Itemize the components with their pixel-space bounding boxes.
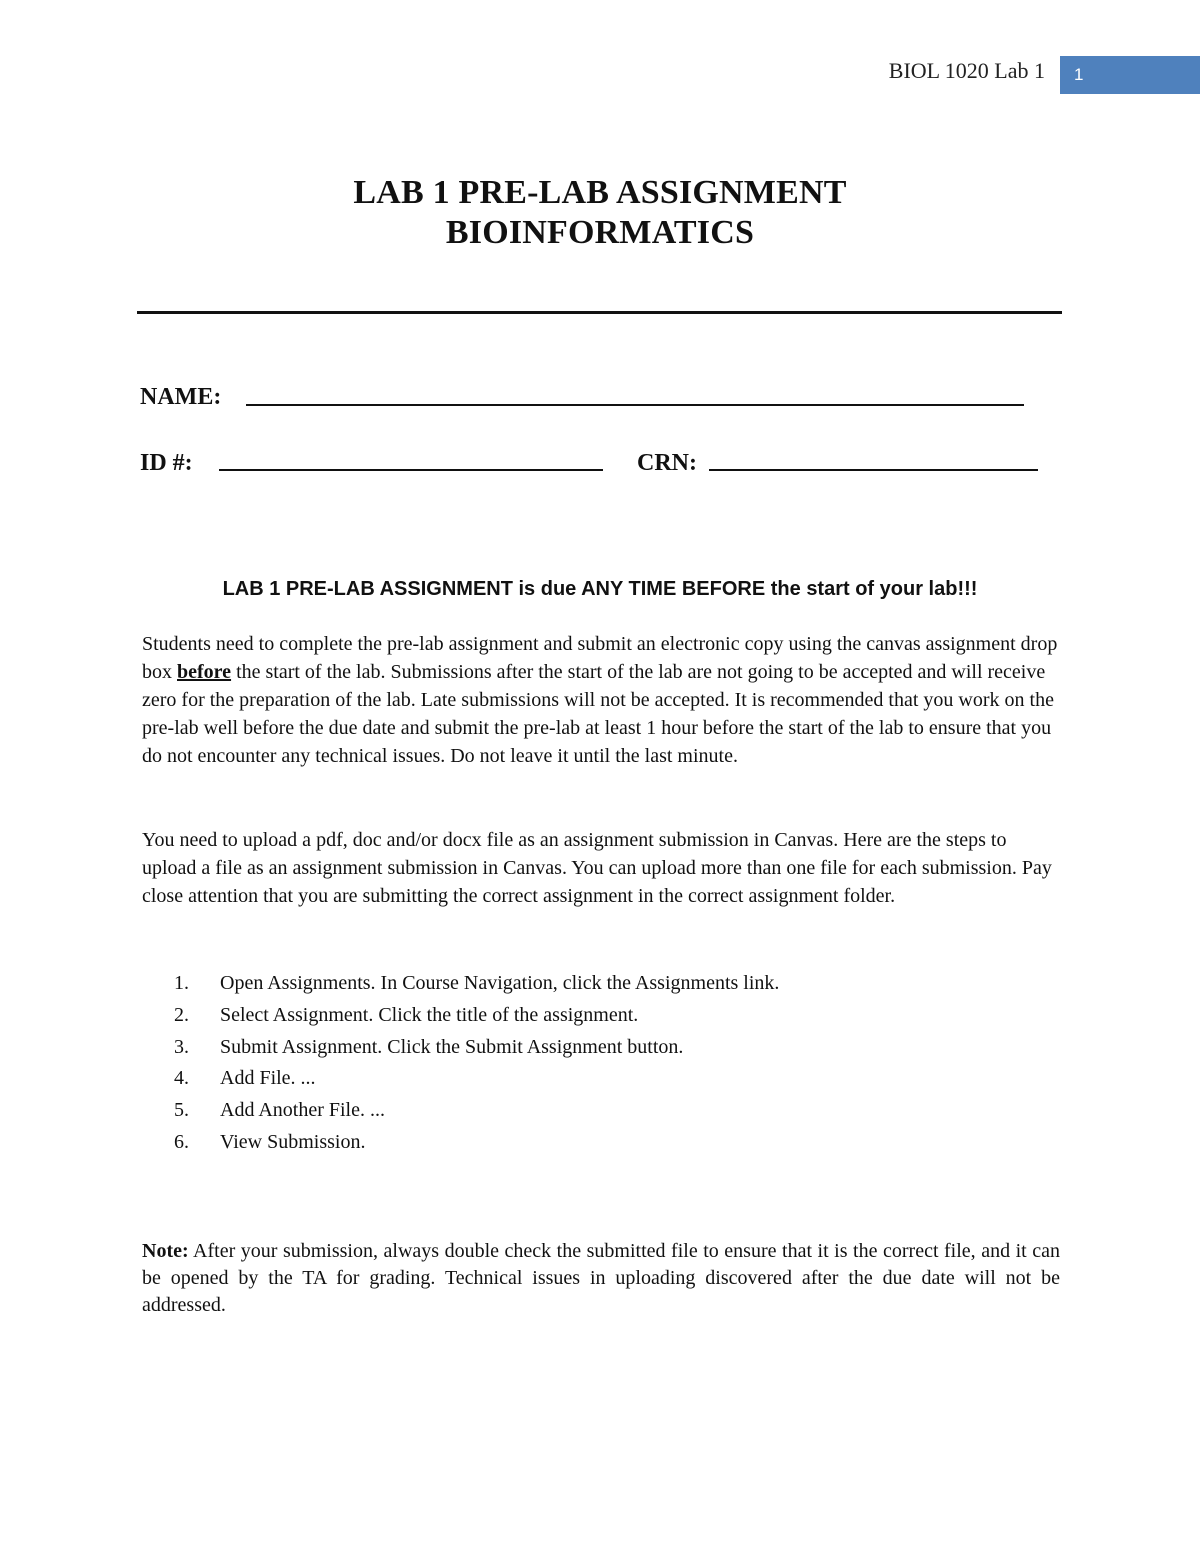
title-divider <box>137 311 1062 314</box>
upload-instructions-paragraph: You need to upload a pdf, doc and/or docx file as an assignment submission in Canvas. Here are the steps to upload a file as an assignment submission in Canvas. You can upload more than one file for each submission. Pay close attention that you are submitting the correct assignment in the correct assignment folder. <box>142 829 1052 907</box>
step-number: 6. <box>174 1130 189 1153</box>
upload-steps-list <box>142 968 1042 1159</box>
before-emphasis: before <box>177 661 232 683</box>
crn-field-line[interactable] <box>709 469 1038 471</box>
step-text: Submit Assignment. Click the Submit Assignment button. <box>220 1035 684 1058</box>
note-text: After your submission, always double check the submitted file to ensure that it is the correct file, and it can be opened by the TA for grading. Technical issues in uploading discovered after the due date will not be addressed. <box>142 1240 1060 1316</box>
step-text: Add File. ... <box>220 1067 316 1090</box>
step-text: Select Assignment. Click the title of the assignment. <box>220 1003 639 1026</box>
list-item <box>142 968 1042 1000</box>
step-number: 4. <box>174 1067 189 1090</box>
id-field-line[interactable] <box>219 469 603 471</box>
id-label: ID #: <box>140 450 193 476</box>
step-text: View Submission. <box>220 1130 366 1153</box>
step-number: 1. <box>174 972 189 994</box>
step-text: Add Another File. ... <box>220 1099 385 1122</box>
name-label: NAME: <box>140 384 222 410</box>
step-number: 2. <box>174 1003 189 1026</box>
list-item <box>142 1095 1042 1127</box>
list-item <box>142 1063 1042 1095</box>
page-number-badge: 1 <box>1060 56 1200 94</box>
list-item <box>142 1000 1042 1032</box>
document-title-line1: LAB 1 PRE-LAB ASSIGNMENT <box>353 174 847 211</box>
note-paragraph <box>142 1238 1060 1319</box>
list-item <box>142 1127 1042 1159</box>
note-label: Note: <box>142 1240 189 1262</box>
step-text: Open Assignments. In Course Navigation, click the Assignments link. <box>220 972 780 994</box>
header-course-label: BIOL 1020 Lab 1 <box>888 58 1045 83</box>
submission-instructions-paragraph <box>142 630 1060 770</box>
paragraph1-part2: the start of the lab. Submissions after the start of the lab are not going to be accepted and will receive zero for the preparation of the lab. Late submissions will not be accepted. It is recommended that you work on the pre-lab well before the due date and submit the pre-lab at least 1 hour before the start of the lab to ensure that you do not encounter any technical issues. Do not leave it until the last minute. <box>142 661 1054 767</box>
step-number: 3. <box>174 1035 189 1058</box>
name-field-line[interactable] <box>246 404 1024 406</box>
paragraph1-part1: Students need to complete the pre-lab assignment and submit an electronic copy using the canvas assignment drop box <box>142 633 1058 683</box>
step-number: 5. <box>174 1099 189 1122</box>
list-item <box>142 1032 1042 1064</box>
document-title-line2: BIOINFORMATICS <box>445 214 755 251</box>
due-notice: LAB 1 PRE-LAB ASSIGNMENT is due ANY TIME BEFORE the start of your lab!!! <box>222 578 978 600</box>
crn-label: CRN: <box>637 450 697 476</box>
